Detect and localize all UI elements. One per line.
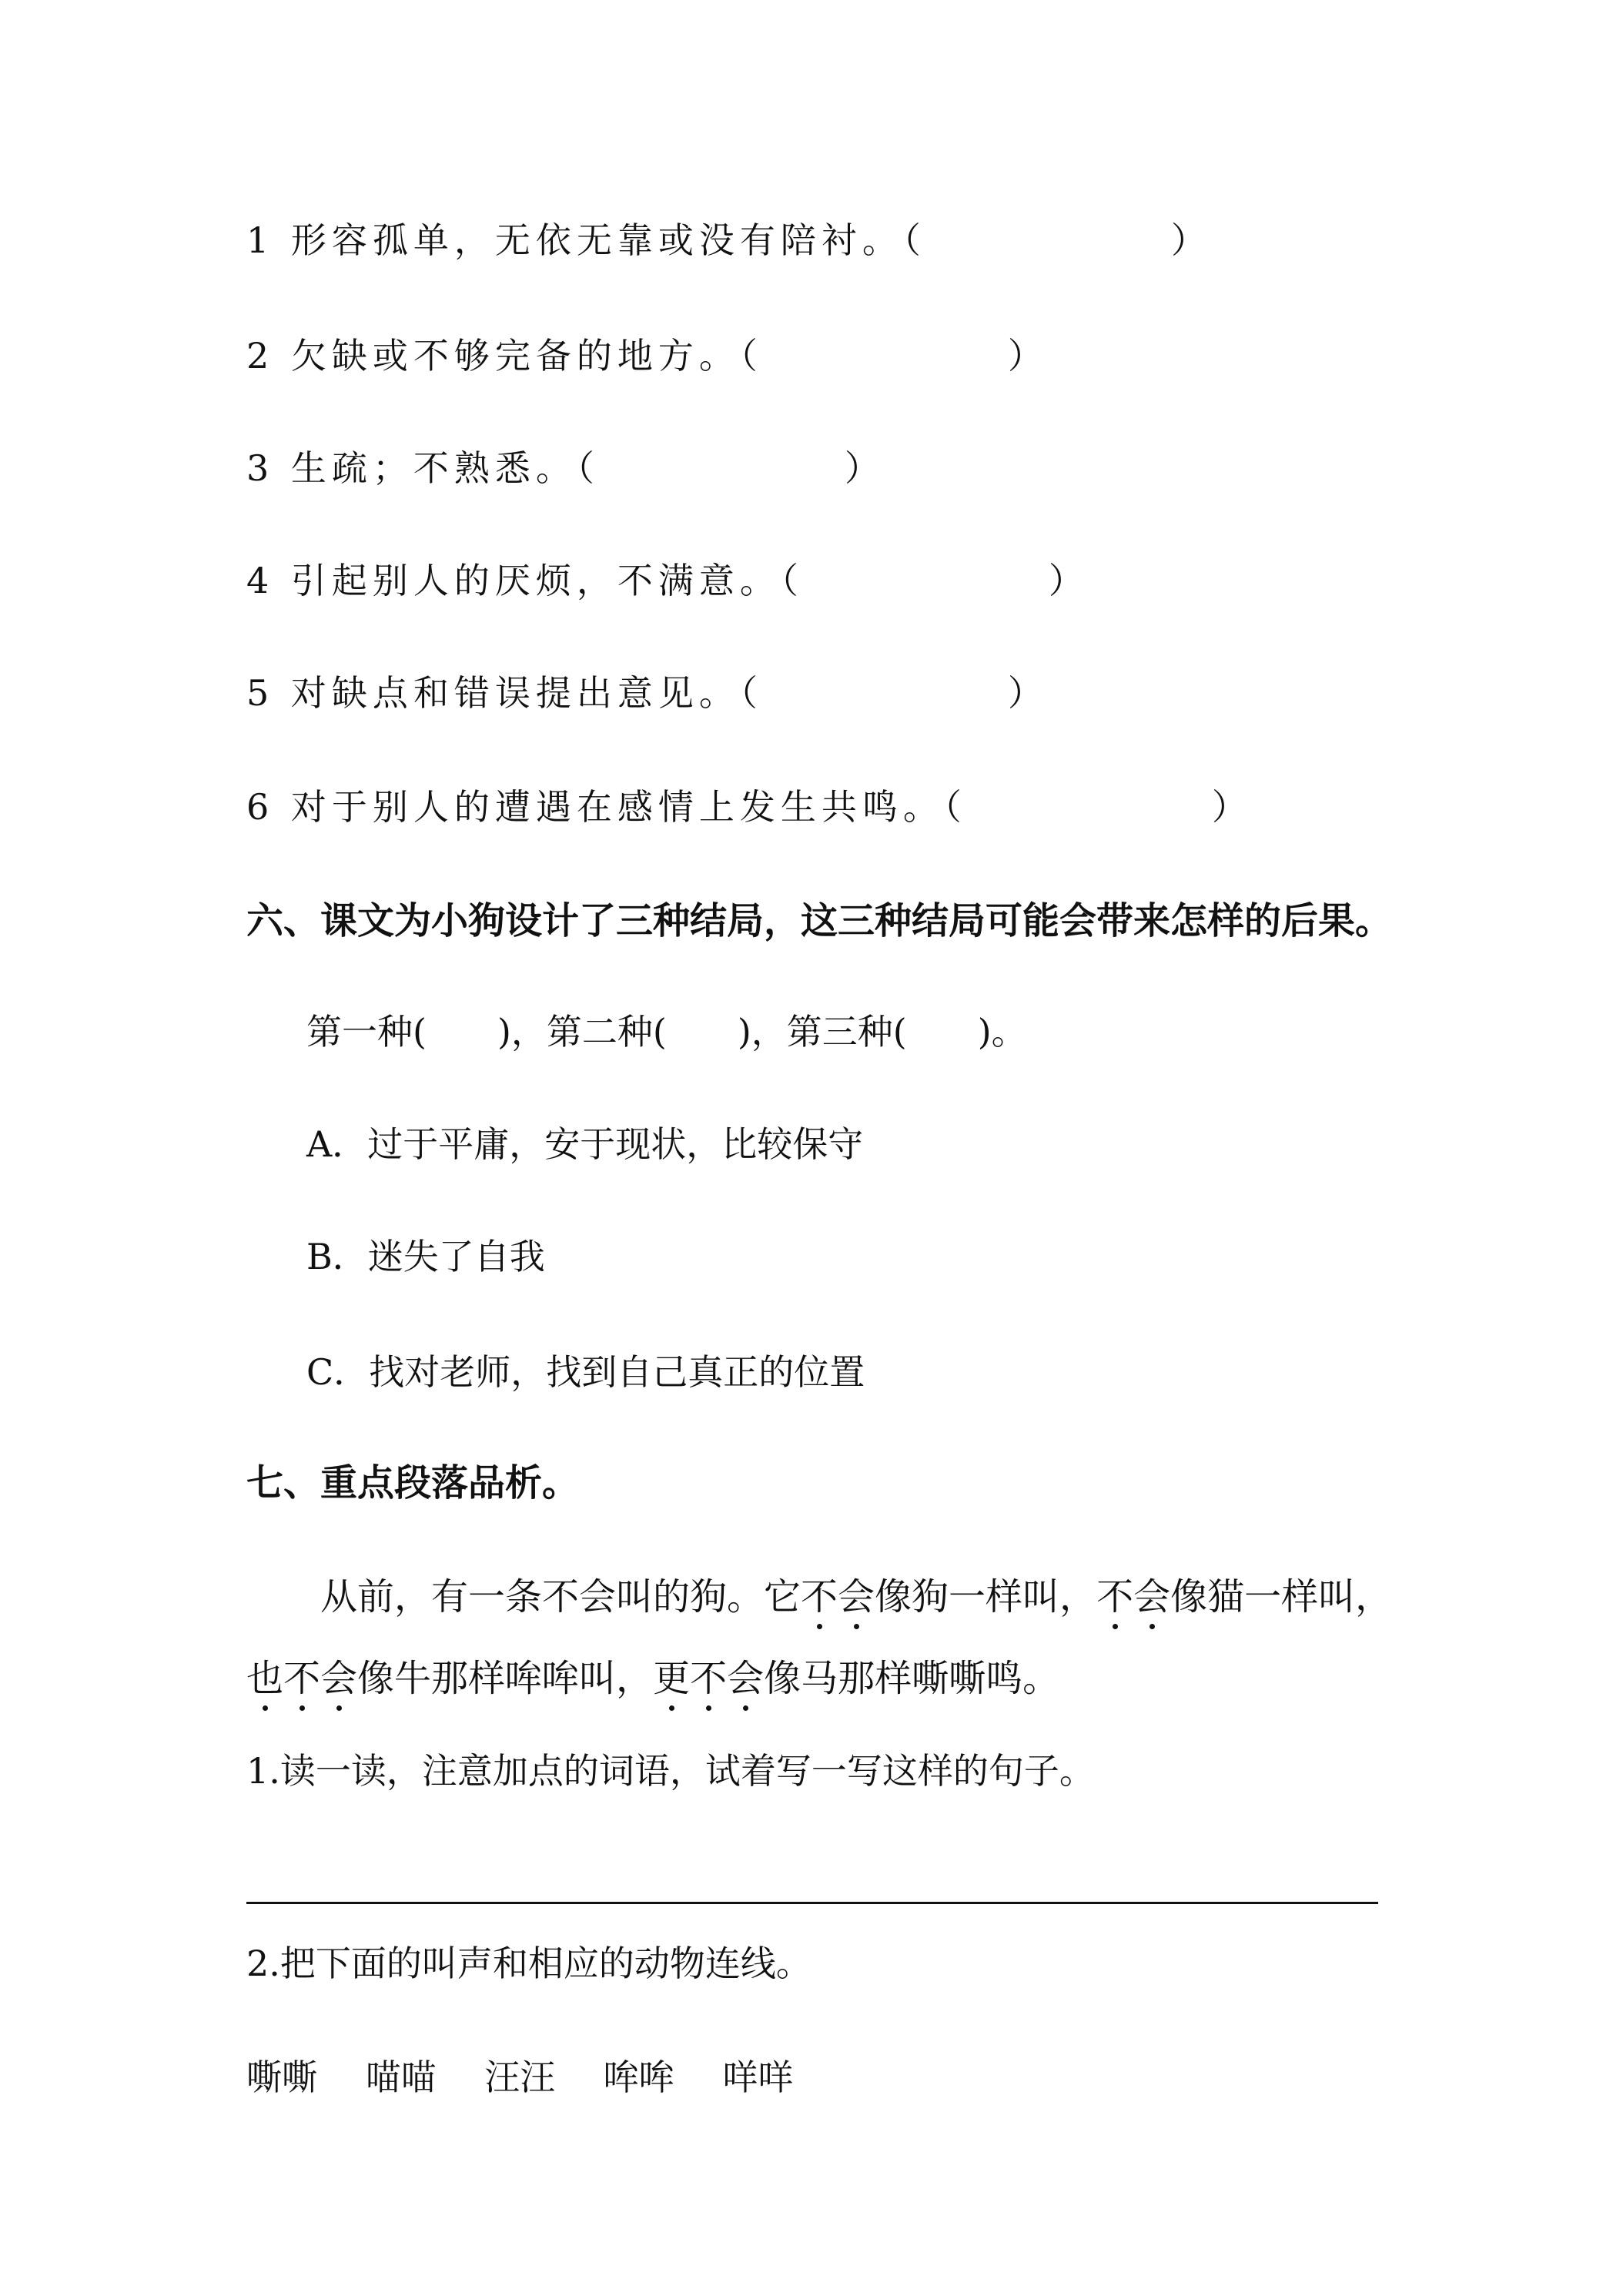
dotted-word bbox=[653, 1657, 764, 1700]
section7-title: 七、重点段落品析。 bbox=[246, 1461, 580, 1504]
question-1: 1.读一读，注意加点的词语，试着写一写这样的句子。 bbox=[246, 1750, 1095, 1792]
sound-item[interactable]: 哞哞 bbox=[603, 2057, 674, 2098]
definition-6: 6 对于别人的遭遇在感情上发生共鸣。（ ） bbox=[246, 786, 1253, 828]
emphasis-char: 不 bbox=[801, 1575, 838, 1618]
passage-text: 像猫一样叫， bbox=[1170, 1575, 1393, 1618]
sound-item[interactable]: 嘶嘶 bbox=[246, 2057, 317, 2098]
section6-blanks: 第一种( )，第二种( )，第三种( )。 bbox=[306, 1011, 1027, 1053]
sound-list bbox=[246, 2054, 831, 2100]
passage-line-2 bbox=[246, 1655, 1059, 1702]
sound-item[interactable]: 汪汪 bbox=[484, 2057, 556, 2098]
definition-3: 3 生疏；不熟悉。（ ） bbox=[246, 447, 885, 489]
passage-line-1 bbox=[320, 1574, 1392, 1620]
section6-title: 六、课文为小狗设计了三种结局，这三种结局可能会带来怎样的后果。 bbox=[246, 899, 1393, 942]
passage-text: 从前，有一条不会叫的狗。它 bbox=[320, 1575, 801, 1618]
passage-text: 像牛那样哞哞叫， bbox=[357, 1657, 654, 1700]
dotted-word bbox=[1096, 1575, 1170, 1618]
definition-1: 1 形容孤单，无依无靠或没有陪衬。（ ） bbox=[246, 219, 1212, 261]
emphasis-char: 不 bbox=[1096, 1575, 1134, 1618]
emphasis-char: 会 bbox=[320, 1657, 358, 1700]
dotted-word bbox=[801, 1575, 875, 1618]
passage-text: 像狗一样叫， bbox=[875, 1575, 1097, 1618]
emphasis-char: 不 bbox=[283, 1657, 321, 1700]
definition-2: 2 欠缺或不够完备的地方。（ ） bbox=[246, 335, 1049, 377]
passage-text: 像马那样嘶嘶鸣。 bbox=[764, 1657, 1060, 1700]
emphasis-char: 更 bbox=[653, 1657, 691, 1700]
emphasis-char: 会 bbox=[1133, 1575, 1171, 1618]
dotted-word bbox=[246, 1657, 357, 1700]
answer-line[interactable] bbox=[246, 1902, 1378, 1904]
emphasis-char: 不 bbox=[690, 1657, 728, 1700]
emphasis-char: 也 bbox=[246, 1657, 284, 1700]
sound-item[interactable]: 喵喵 bbox=[365, 2057, 437, 2098]
emphasis-char: 会 bbox=[727, 1657, 765, 1700]
emphasis-char: 会 bbox=[838, 1575, 875, 1618]
option-b: B．迷失了自我 bbox=[306, 1236, 545, 1277]
definition-4: 4 引起别人的厌烦，不满意。（ ） bbox=[246, 560, 1089, 601]
option-c: C．找对老师，找到自己真正的位置 bbox=[306, 1351, 865, 1393]
option-a: A．过于平庸，安于现状，比较保守 bbox=[306, 1123, 864, 1165]
sound-item[interactable]: 咩咩 bbox=[722, 2057, 794, 2098]
definition-5: 5 对缺点和错误提出意见。（ ） bbox=[246, 672, 1049, 714]
question-2: 2.把下面的叫声和相应的动物连线。 bbox=[246, 1943, 812, 1984]
